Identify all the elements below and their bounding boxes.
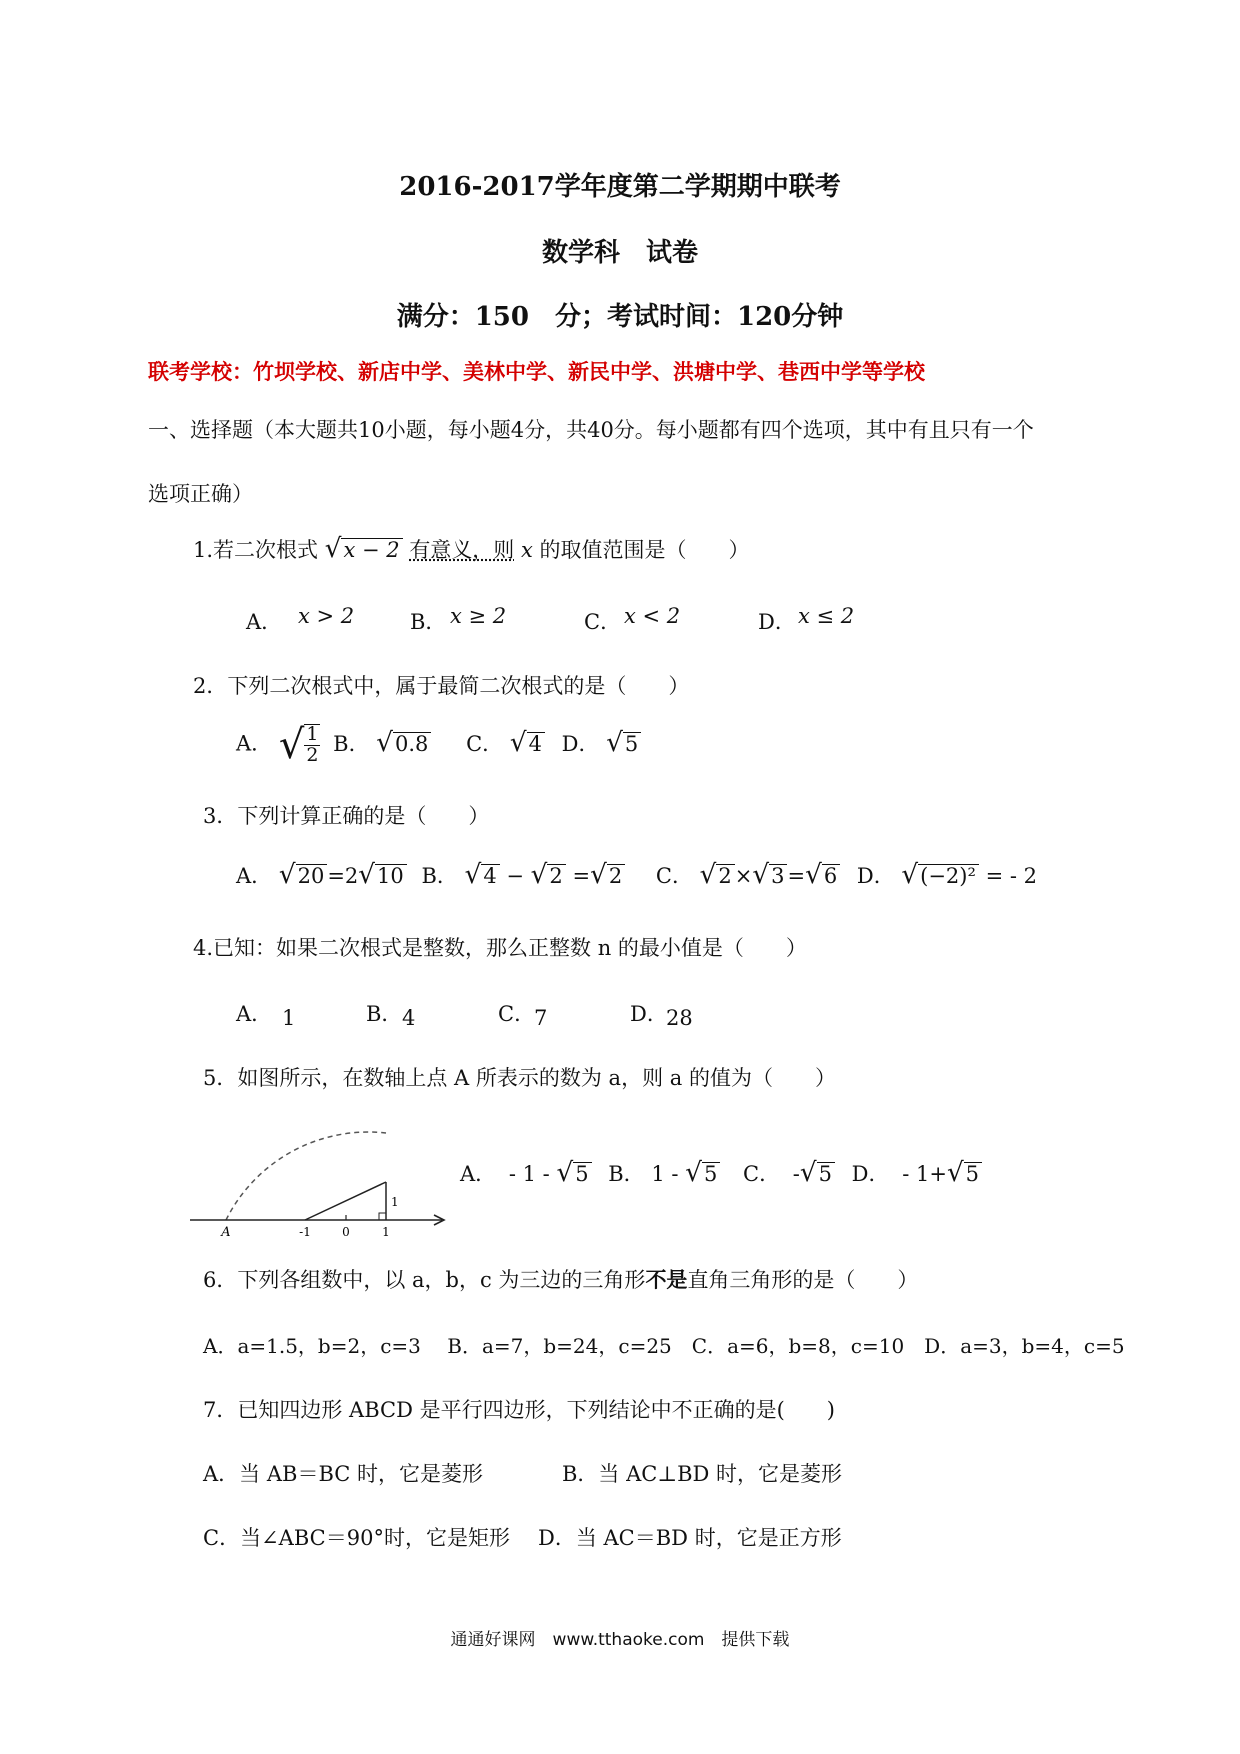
q3-c-eq: =: [787, 864, 806, 888]
q5-b-label: B．: [608, 1162, 645, 1186]
q1-option-b: x ≥ 2: [450, 604, 507, 628]
sqrt-icon: √5: [685, 1158, 720, 1188]
tick-label-minus1: -1: [299, 1225, 311, 1239]
q3-c-radicand-3: 6: [822, 864, 840, 887]
q4-option-d-label: D．: [630, 1002, 668, 1026]
right-angle-mark-icon: [379, 1213, 386, 1220]
q4-option-d: 28: [666, 1006, 693, 1030]
sqrt-icon: √5: [606, 728, 641, 758]
q3-c-radicand-1: 2: [716, 864, 734, 887]
q3-c-label: C．: [655, 864, 693, 888]
q4-option-c-label: C．: [498, 1002, 536, 1026]
joint-schools: 联考学校：竹坝学校、新店中学、美林中学、新民中学、洪塘中学、巷西中学等学校: [148, 359, 925, 384]
number-line-figure: [190, 1100, 460, 1240]
q4-option-b-label: B．: [366, 1002, 403, 1026]
q2-a-numerator: 1: [306, 723, 319, 746]
q7-option-c: C．当∠ABC＝90°时，它是矩形: [203, 1526, 510, 1550]
q1-var: x: [521, 538, 533, 562]
q3-d-radicand: (−2)²: [918, 864, 979, 887]
q3-a-label: A．: [236, 864, 273, 888]
q1-option-a: x > 2: [298, 604, 355, 628]
page-footer: 通通好课网 www.tthaoke.com 提供下载: [450, 1630, 790, 1650]
sqrt-icon: √2: [590, 860, 625, 890]
q2-b-label: B．: [333, 731, 370, 756]
point-a-label: A: [221, 1225, 231, 1240]
q5-b-pre: 1 -: [651, 1162, 679, 1186]
sqrt-icon: √5: [947, 1158, 982, 1188]
question-6: [203, 1264, 918, 1294]
q1-radicand: x − 2: [341, 538, 402, 561]
q1-option-c-label: C．: [584, 610, 622, 634]
q5-d-pre: - 1+: [902, 1162, 947, 1186]
q3-options: [236, 860, 1037, 890]
q5-a-pre: - 1 -: [508, 1162, 550, 1186]
q3-b-label: B．: [421, 864, 458, 888]
sqrt-icon: √5: [556, 1158, 591, 1188]
q6-text-bold: 不是: [645, 1267, 688, 1292]
question-5: 5．如图所示，在数轴上点 A 所表示的数为 a，则 a 的值为（ ）: [203, 1066, 836, 1090]
q3-b-radicand-1: 4: [481, 864, 499, 887]
q2-a-denominator: 2: [306, 744, 319, 766]
sqrt-icon: √(−2)²: [901, 860, 979, 890]
question-2: 2．下列二次根式中，属于最简二次根式的是（ ）: [193, 674, 690, 698]
q7-option-d: D．当 AC＝BD 时，它是正方形: [538, 1526, 842, 1550]
dashed-arc: [226, 1132, 386, 1220]
sqrt-icon: √20: [279, 860, 327, 890]
q1-option-b-label: B．: [410, 610, 447, 634]
q3-b-radicand-2: 2: [547, 864, 565, 887]
q1-suffix: 的取值范围是（ ）: [539, 538, 750, 562]
q3-a-eq: =2: [327, 864, 359, 888]
q4-option-a-label: A．: [236, 1002, 273, 1026]
q5-options: [460, 1158, 982, 1188]
q2-c-radicand: 4: [527, 732, 545, 755]
tick-label-0: 0: [342, 1225, 350, 1239]
q3-c-op: ×: [734, 864, 753, 888]
sqrt-icon: √4: [465, 860, 500, 890]
q1-middle: 有意义，则: [409, 538, 515, 562]
q7-option-a: A．当 AB＝BC 时，它是菱形: [203, 1462, 484, 1486]
sqrt-icon: √2: [531, 860, 566, 890]
q5-d-radicand: 5: [964, 1162, 982, 1185]
q6-text-post: 直角三角形的是（ ）: [687, 1268, 919, 1292]
q1-option-d: x ≤ 2: [798, 604, 855, 628]
q5-b-radicand: 5: [702, 1162, 720, 1185]
q2-options: [236, 722, 641, 768]
q3-a-radicand-2: 10: [375, 864, 407, 887]
q2-c-label: C．: [466, 731, 504, 756]
q3-d-label: D．: [856, 864, 895, 888]
q3-b-eq: =: [572, 864, 591, 888]
question-1: [193, 534, 750, 564]
sqrt-icon: √5: [800, 1158, 835, 1188]
q3-d-eq: = - 2: [985, 864, 1037, 888]
sqrt-icon: √6: [805, 860, 840, 890]
q2-d-label: D．: [561, 731, 600, 756]
q4-option-c: 7: [534, 1006, 548, 1030]
hypotenuse: [305, 1182, 386, 1220]
q5-c-pre: -: [792, 1162, 800, 1186]
q5-a-label: A．: [460, 1162, 497, 1186]
q5-c-label: C．: [743, 1162, 781, 1186]
q1-option-a-label: A．: [246, 610, 283, 634]
q3-a-radicand-1: 20: [296, 864, 328, 887]
q3-c-radicand-2: 3: [769, 864, 787, 887]
q7-option-b: B．当 AC⊥BD 时，它是菱形: [562, 1462, 843, 1486]
sqrt-icon: √ $\frac{1}{2}$: [278, 722, 319, 768]
sqrt-icon: √2: [700, 860, 735, 890]
sqrt-icon: √x − 2: [325, 534, 403, 564]
exam-subject: 数学科 试卷: [541, 238, 698, 268]
q1-option-d-label: D．: [758, 610, 796, 634]
q3-b-op: −: [506, 864, 524, 888]
question-3: 3．下列计算正确的是（ ）: [203, 804, 490, 828]
question-4: 4.已知：如果二次根式是整数，那么正整数 n 的最小值是（ ）: [193, 936, 807, 960]
q2-b-radicand: 0.8: [393, 732, 431, 755]
q6-options: A．a=1.5，b=2，c=3 B．a=7，b=24，c=25 C．a=6，b=8，c=10 D．a=3，b=4，c=5: [203, 1334, 1125, 1358]
q1-prefix: 1.若二次根式: [193, 538, 319, 562]
q2-d-radicand: 5: [623, 732, 641, 755]
q5-a-radicand: 5: [573, 1162, 591, 1185]
tick-label-1: 1: [382, 1225, 390, 1239]
section-intro-line2: 选项正确）: [148, 482, 253, 506]
height-label: 1: [391, 1195, 399, 1209]
q1-option-c: x < 2: [624, 604, 681, 628]
section-intro-line1: 一、选择题（本大题共10小题，每小题4分，共40分。每小题都有四个选项，其中有且只有一个: [148, 418, 1034, 442]
sqrt-icon: √4: [510, 728, 545, 758]
sqrt-icon: √0.8: [376, 728, 431, 758]
q5-c-radicand: 5: [817, 1162, 835, 1185]
q2-a-label: A．: [236, 731, 273, 756]
q4-option-b: 4: [402, 1006, 416, 1030]
sqrt-icon: √10: [358, 860, 406, 890]
q3-b-radicand-3: 2: [607, 864, 625, 887]
q6-text-pre: 6．下列各组数中，以 a，b，c 为三边的三角形: [203, 1268, 646, 1292]
q4-option-a: 1: [282, 1006, 296, 1030]
q5-d-label: D．: [851, 1162, 890, 1186]
sqrt-icon: √3: [752, 860, 787, 890]
exam-info: 满分：150 分；考试时间：120分钟: [396, 302, 844, 332]
exam-title: 2016-2017学年度第二学期期中联考: [399, 172, 841, 202]
question-7: 7．已知四边形 ABCD 是平行四边形，下列结论中不正确的是( ): [203, 1398, 835, 1422]
